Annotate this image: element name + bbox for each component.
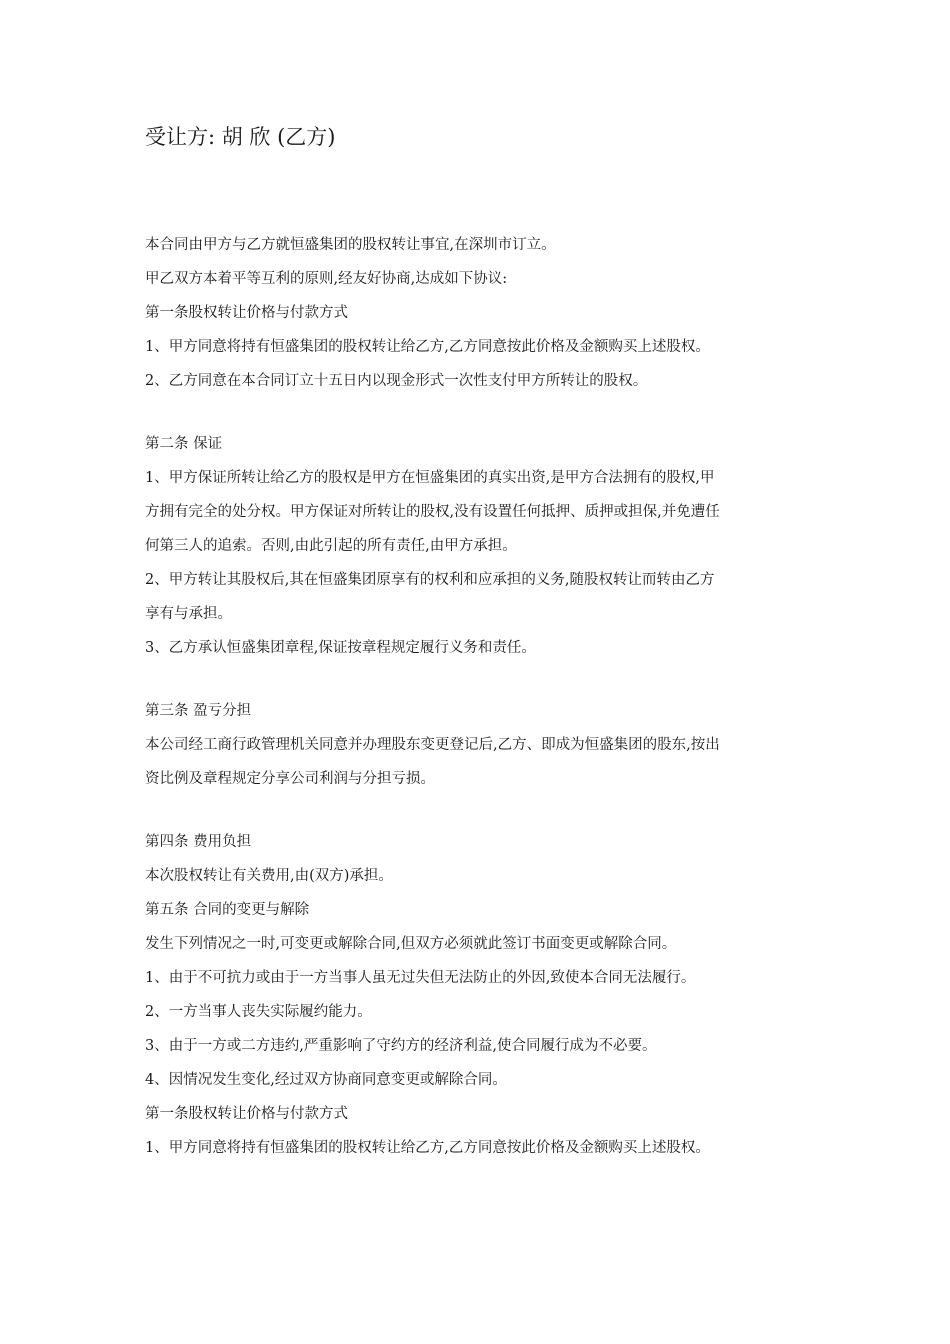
article-5-heading: 第五条 合同的变更与解除 (145, 902, 310, 918)
intro-line: 本合同由甲方与乙方就恒盛集团的股权转让事宜,在深圳市订立。 (145, 237, 556, 253)
article-5-clause: 发生下列情况之一时,可变更或解除合同,但双方必须就此签订书面变更或解除合同。 (145, 936, 677, 952)
article-2-clause: 何第三人的追索。否则,由此引起的所有责任,由甲方承担。 (145, 538, 517, 554)
article-4-clause: 本次股权转让有关费用,由(双方)承担。 (145, 868, 393, 884)
article-5-clause: 4、因情况发生变化,经过双方协商同意变更或解除合同。 (145, 1072, 507, 1088)
article-5-clause: 1、由于不可抗力或由于一方当事人虽无过失但无法防止的外因,致使本合同无法履行。 (145, 970, 696, 986)
intro-line: 甲乙双方本着平等互利的原则,经友好协商,达成如下协议: (145, 271, 508, 287)
paragraph-spacer (145, 401, 815, 430)
article-2-clause: 3、乙方承认恒盛集团章程,保证按章程规定履行义务和责任。 (145, 640, 536, 656)
article-1-clause: 1、甲方同意将持有恒盛集团的股权转让给乙方,乙方同意按此价格及金额购买上述股权。 (145, 339, 710, 355)
article-5-clause: 2、一方当事人丧失实际履约能力。 (145, 1004, 372, 1020)
article-3-clause: 资比例及章程规定分享公司利润与分担亏损。 (145, 771, 435, 787)
article-1-heading: 第一条股权转让价格与付款方式 (145, 305, 348, 321)
paragraph-spacer (145, 799, 815, 828)
article-1-clause-repeat: 1、甲方同意将持有恒盛集团的股权转让给乙方,乙方同意按此价格及金额购买上述股权。 (145, 1140, 710, 1156)
article-4-heading: 第四条 费用负担 (145, 834, 252, 850)
article-2-heading: 第二条 保证 (145, 436, 223, 452)
article-2-clause: 方拥有完全的处分权。甲方保证对所转让的股权,没有设置任何抵押、质押或担保,并免遭任 (145, 504, 720, 520)
article-1-heading-repeat: 第一条股权转让价格与付款方式 (145, 1106, 348, 1122)
article-3-heading: 第三条 盈亏分担 (145, 703, 252, 719)
assignee-heading: 受让方: 胡 欣 (乙方) (145, 125, 336, 149)
article-3-clause: 本公司经工商行政管理机关同意并办理股东变更登记后,乙方、即成为恒盛集团的股东,按出 (145, 737, 720, 753)
article-2-clause: 1、甲方保证所转让给乙方的股权是甲方在恒盛集团的真实出资,是甲方合法拥有的股权,甲 (145, 470, 715, 486)
contract-body (145, 231, 815, 1168)
article-1-clause: 2、乙方同意在本合同订立十五日内以现金形式一次性支付甲方所转让的股权。 (145, 373, 648, 389)
article-5-clause: 3、由于一方或二方违约,严重影响了守约方的经济利益,使合同履行成为不必要。 (145, 1038, 657, 1054)
article-2-clause: 享有与承担。 (145, 606, 232, 622)
article-2-clause: 2、甲方转让其股权后,其在恒盛集团原享有的权利和应承担的义务,随股权转让而转由乙方 (145, 572, 715, 588)
paragraph-spacer (145, 668, 815, 697)
